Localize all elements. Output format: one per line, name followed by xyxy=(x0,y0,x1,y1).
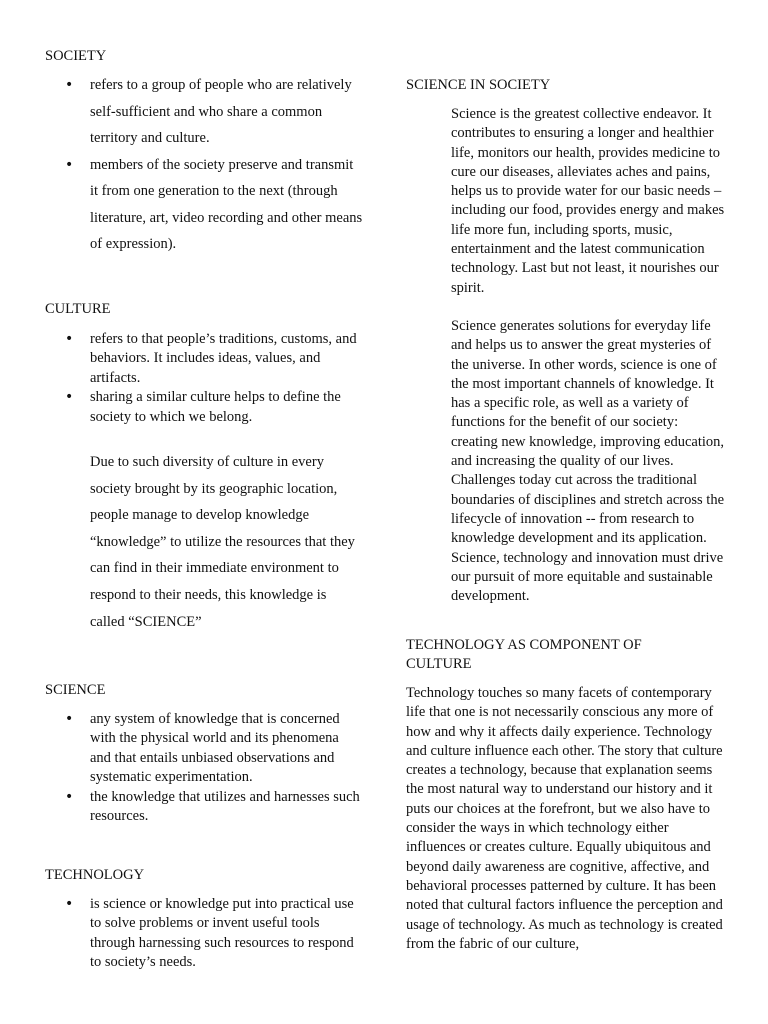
technology-culture-paragraph: Technology touches so many facets of contemporary life that one is not necessarily conscious any more of how and why it affects daily experience. Technology and culture influence each other. The story that culture creates a technology, because that explanation seems the most natural way to understand our history and it puts our choices at the forefront, but we also have to consider the ways in which technology either influences or creates culture. Equally ubiquitous and beyond daily awareness are cognitive, affective, and behavioral processes patterned by culture. It has been noted that cultural factors influence the perception and usage of technology. As much as technology is created from the fabric of our culture, xyxy=(406,685,723,952)
culture-heading: CULTURE xyxy=(45,301,111,317)
technology-culture-heading: TECHNOLOGY AS COMPONENT OF CULTURE xyxy=(406,637,642,672)
society-bullet-list xyxy=(45,72,363,258)
list-item: • any system of knowledge that is concerned with the physical world and its phenomena and that entails unbiased observations and systematic experimentation. xyxy=(45,710,363,788)
science-in-society-paragraph-2: Science generates solutions for everyday life and helps us to answer the great mysteries of the universe. In other words, science is one of the most important channels of knowledge. It has a specific role, as well as a variety of functions for the benefit of our society: creating new knowledge, improving education, and increasing the quality of our lives. Challenges today cut across the traditional boundaries of disciplines and stretch across the lifecycle of innovation -- from research to knowledge development and its application. Science, technology and innovation must drive our pursuit of more equitable and sustainable development. xyxy=(451,318,725,605)
list-item: • sharing a similar culture helps to define the society to which we belong. xyxy=(45,388,363,427)
culture-paragraph: Due to such diversity of culture in every society brought by its geographic location, people manage to develop knowledge “knowledge” to utilize the resources that they can find in their immediate environment to respond to their needs, this knowledge is called “SCIENCE” xyxy=(90,454,355,630)
science-heading: SCIENCE xyxy=(45,682,106,698)
society-heading: SOCIETY xyxy=(45,48,107,64)
list-item: • members of the society preserve and transmit it from one generation to the next (through literature, art, video recording and other means of expression). xyxy=(45,152,363,258)
list-item: • the knowledge that utilizes and harnesses such resources. xyxy=(45,788,363,827)
list-item: • refers to a group of people who are relatively self-sufficient and who share a common territory and culture. xyxy=(45,72,363,152)
list-item: • is science or knowledge put into practical use to solve problems or invent useful tools through harnessing such resources to respond to society’s needs. xyxy=(45,895,363,973)
science-in-society-heading: SCIENCE IN SOCIETY xyxy=(406,77,551,93)
technology-heading: TECHNOLOGY xyxy=(45,867,145,883)
science-in-society-paragraph-1: Science is the greatest collective endeavor. It contributes to ensuring a longer and healthier life, monitors our health, provides medicine to cure our diseases, alleviates aches and pains, helps us to provide water for our basic needs – including our food, provides energy and makes life more fun, including sports, music, entertainment and the latest communication technology. Last but not least, it nourishes our spirit. xyxy=(451,106,725,296)
list-item: • refers to that people’s traditions, customs, and behaviors. It includes ideas, values, and artifacts. xyxy=(45,330,363,388)
science-bullet-list xyxy=(45,710,363,826)
culture-bullet-list xyxy=(45,330,363,427)
technology-bullet-list xyxy=(45,895,363,973)
